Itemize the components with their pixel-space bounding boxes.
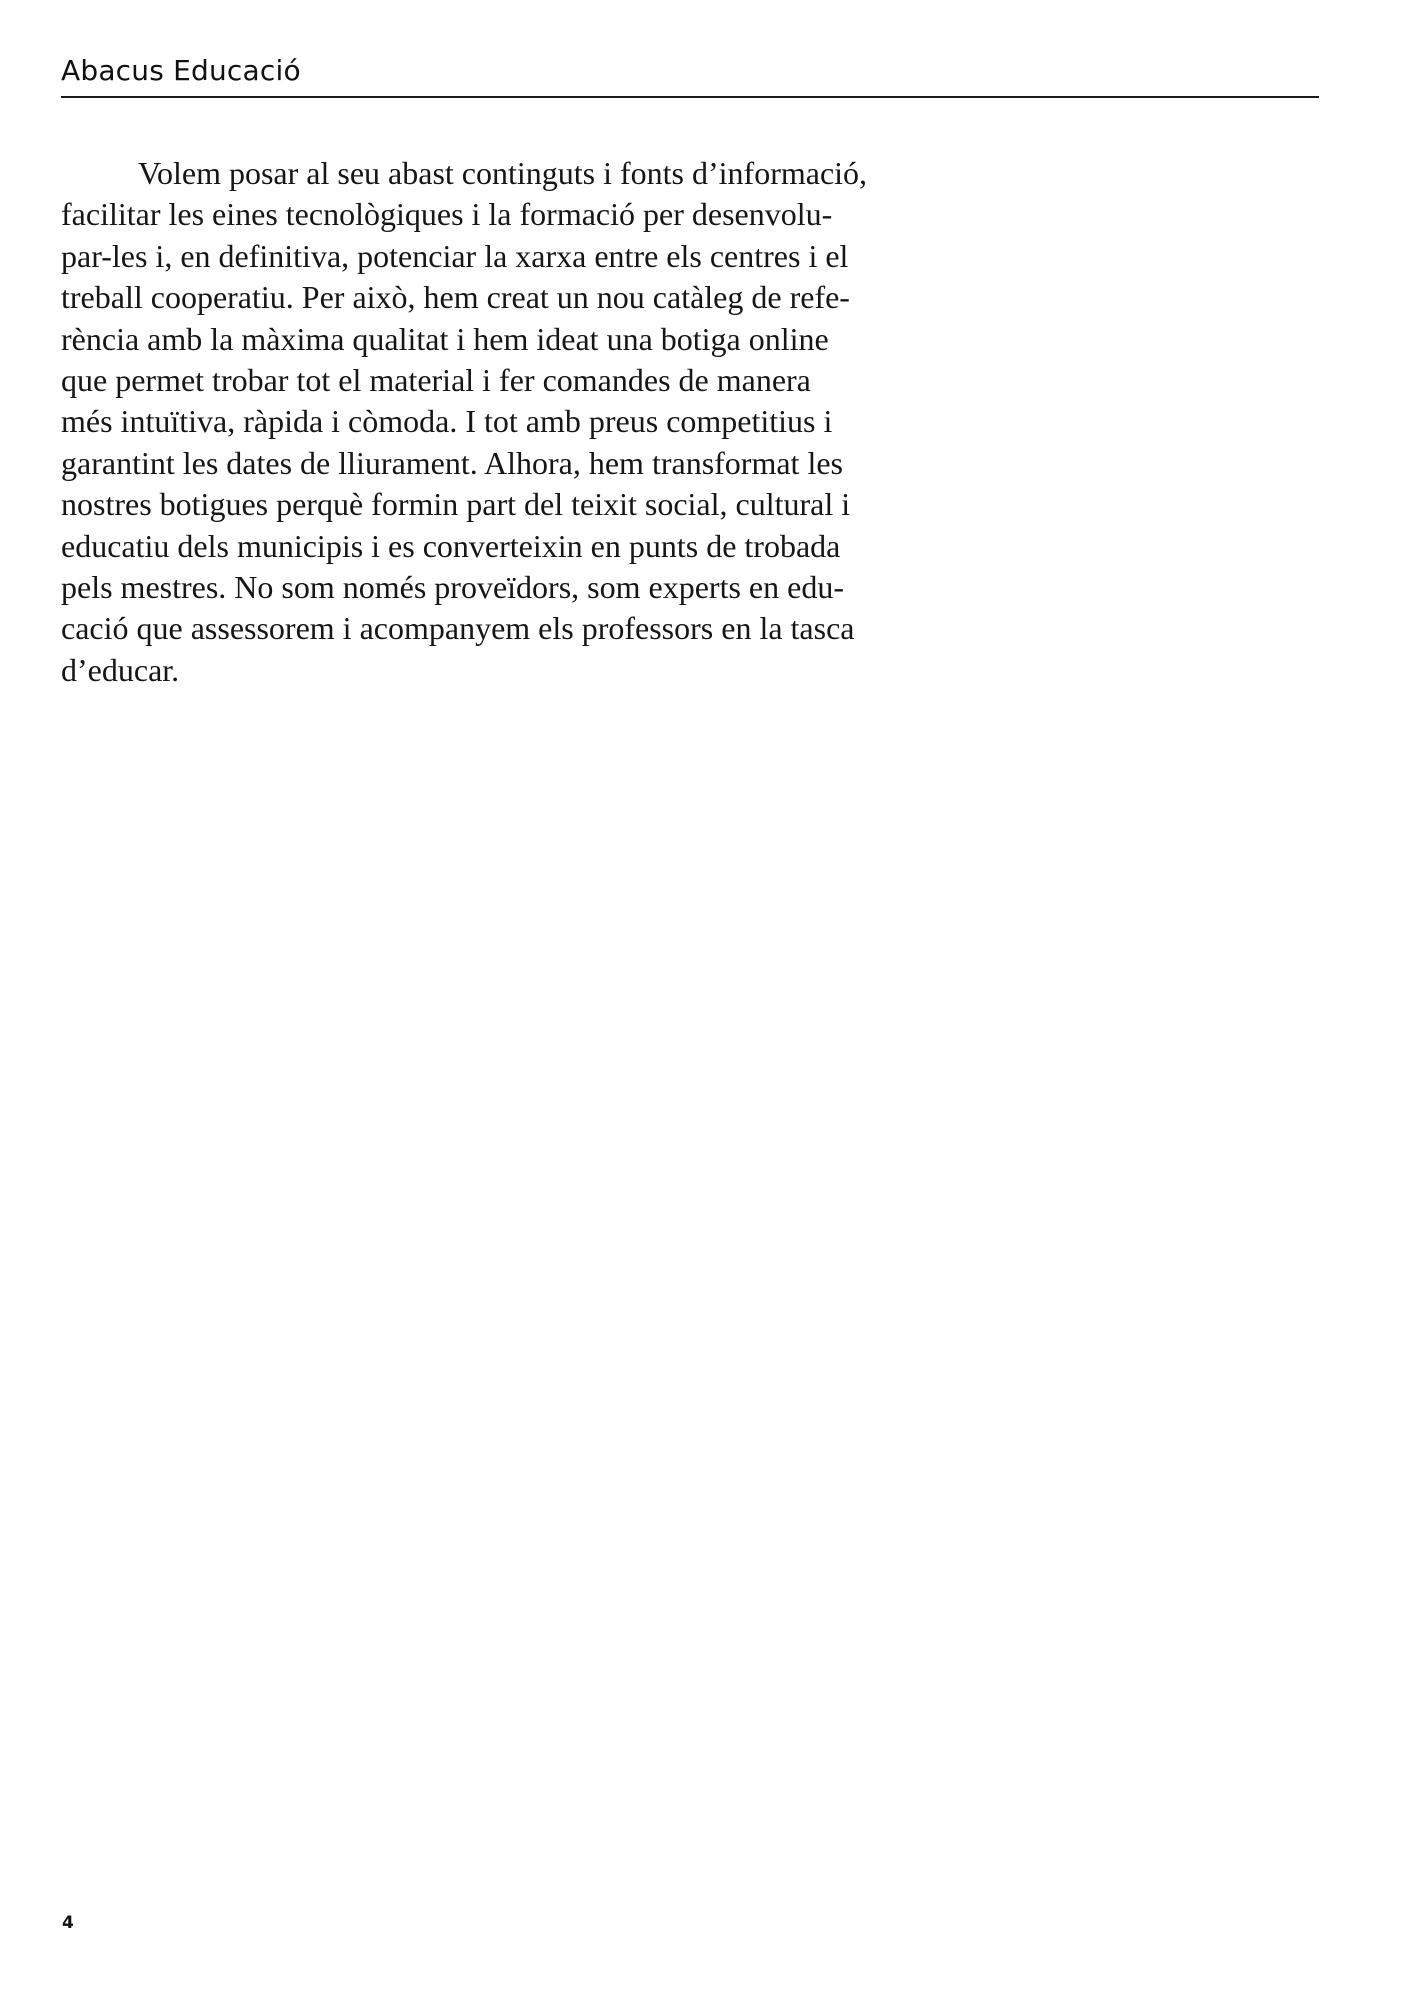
page-header <box>61 50 1319 98</box>
page-number: 4 <box>62 1913 74 1933</box>
paragraph-line: par-les i, en definitiva, potenciar la xarxa entre els centres i el <box>61 237 849 274</box>
paragraph-line: cació que assessorem i acompanyem els professors en la tasca <box>61 610 855 647</box>
paragraph-line: facilitar les eines tecnològiques i la formació per desenvolu- <box>61 196 833 233</box>
paragraph-line: treball cooperatiu. Per això, hem creat un nou catàleg de refe- <box>61 279 850 316</box>
paragraph-line: educatiu dels municipis i es converteixin en punts de trobada <box>61 527 841 564</box>
paragraph-line: pels mestres. No som només proveïdors, som experts en edu- <box>61 569 844 606</box>
paragraph-line: més intuïtiva, ràpida i còmoda. I tot amb preus competitius i <box>61 403 833 440</box>
header-title: Abacus Educació <box>61 54 301 87</box>
paragraph-line: que permet trobar tot el material i fer comandes de manera <box>61 362 811 399</box>
paragraph-line: garantint les dates de lliurament. Alhora, hem transformat les <box>61 444 843 481</box>
body-paragraph <box>61 153 1021 691</box>
paragraph-line: d’educar. <box>61 651 180 688</box>
paragraph-line: rència amb la màxima qualitat i hem ideat una botiga online <box>61 320 829 357</box>
paragraph-line: Volem posar al seu abast continguts i fonts d’informació, <box>138 155 868 191</box>
paragraph-line: nostres botigues perquè formin part del teixit social, cultural i <box>61 486 851 523</box>
